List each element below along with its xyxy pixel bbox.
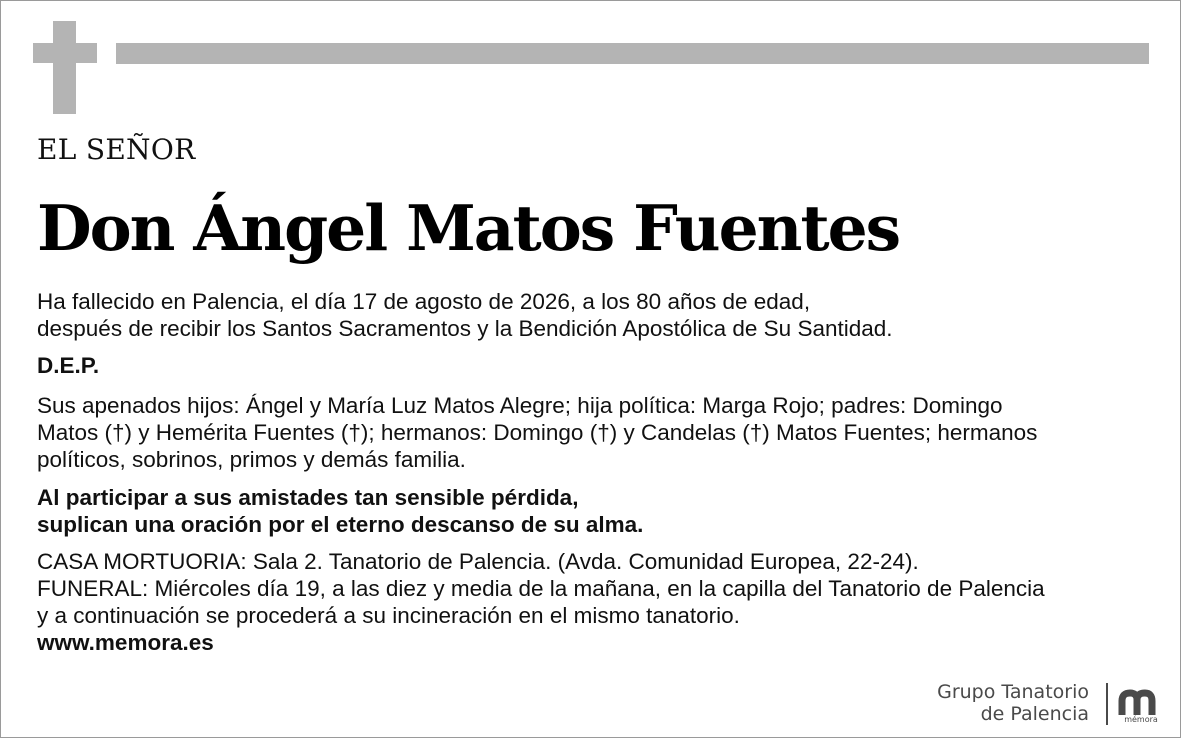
details-line: CASA MORTUORIA: Sala 2. Tanatorio de Palencia. (Avda. Comunidad Europea, 22-24). <box>37 549 919 574</box>
family-line: Sus apenados hijos: Ángel y María Luz Matos Alegre; hija política: Marga Rojo; padres: Domingo <box>37 393 1003 418</box>
announcement <box>37 288 1157 342</box>
footer-divider <box>1106 683 1108 725</box>
logo-caption: mémora <box>1124 715 1158 724</box>
dep-label <box>37 352 1157 379</box>
funeral-home-name <box>937 681 1089 725</box>
header-label: EL SEÑOR <box>37 133 196 166</box>
details-line: FUNERAL: Miércoles día 19, a las diez y media de la mañana, en la capilla del Tanatorio de Palencia <box>37 576 1045 601</box>
family-line: Matos (†) y Hemérita Fuentes (†); hermanos: Domingo (†) y Candelas (†) Matos Fuentes; hermanos <box>37 420 1038 445</box>
prayer-request <box>37 484 1157 538</box>
cross-icon-bar <box>33 43 97 63</box>
request-line: Al participar a sus amistades tan sensible pérdida, <box>37 485 579 510</box>
funeral-home-line2: de Palencia <box>980 703 1089 725</box>
dep-text: D.E.P. <box>37 353 100 378</box>
details-line: y a continuación se procederá a su incineración en el mismo tanatorio. <box>37 603 740 628</box>
cross-icon <box>53 21 76 114</box>
footer-brand <box>901 681 1171 729</box>
family-line: políticos, sobrinos, primos y demás familia. <box>37 447 466 472</box>
family-list <box>37 392 1157 473</box>
funeral-home-line1: Grupo Tanatorio <box>937 681 1089 703</box>
request-line: suplican una oración por el eterno descanso de su alma. <box>37 512 644 537</box>
website-link[interactable]: www.memora.es <box>37 630 214 655</box>
announcement-line: después de recibir los Santos Sacramentos y la Bendición Apostólica de Su Santidad. <box>37 316 893 341</box>
announcement-line: Ha fallecido en Palencia, el día 17 de agosto de 2026, a los 80 años de edad, <box>37 289 811 314</box>
service-details <box>37 548 1157 656</box>
header-rule <box>116 43 1149 64</box>
deceased-name: Don Ángel Matos Fuentes <box>37 191 900 265</box>
